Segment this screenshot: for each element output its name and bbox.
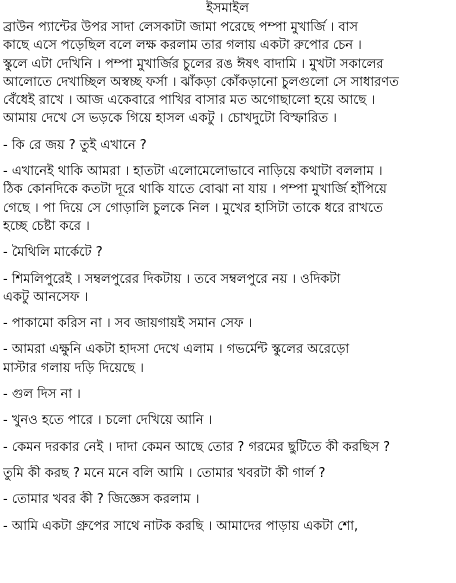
text-line: একটু আনসেফ । [3, 289, 89, 305]
text-line: ব্রাউন প্যান্টের উপর সাদা লেসকাটা জামা পরেছে পম্পা মুখার্জি । বাস [3, 20, 358, 35]
text-line: - মৈথিলি মার্কেটে ? [3, 245, 103, 261]
text-line: - আমরা এক্ষুনি একটা হাদসা দেখে এলাম । গভর্মেন্ট স্কুলের অরেড়ো [3, 342, 350, 358]
text-line: ঠিক কোনদিকে কতটা দূরে থাকি যাতে বোঝা না যায় । পম্পা মুখার্জি হাঁপিয়ে [3, 182, 387, 198]
text-line: গেছে । পা দিয়ে সে গোড়ালি চুলকে নিল । মুখের হাসিটা তাকে ধরে রাখতে [3, 200, 383, 216]
paragraph [3, 412, 452, 430]
text-line: মাস্টার গলায় দড়ি দিয়েছে । [3, 360, 144, 376]
paragraph [3, 465, 452, 483]
paragraph [3, 244, 452, 262]
text-line: বেঁধেই রাখে । আজ একেবারে পাখির বাসার মত অগোছালো হয়ে আছে । [3, 93, 376, 109]
text-line: - কি রে জয় ? তুই এখানে ? [3, 137, 147, 153]
text-line: কাছে এসে পড়েছিল বলে লক্ষ করলাম তার গলায় একটা রুপোর চেন । [3, 38, 362, 54]
paragraph-gap [3, 431, 452, 439]
text-line: - এখানেই থাকি আমরা । হাতটা এলোমেলোভাবে নাড়িয়ে কথাটা বললাম । [3, 164, 383, 180]
paragraph [3, 163, 452, 236]
paragraph-gap [3, 333, 452, 341]
text-line: - কেমন দরকার নেই । দাদা কেমন আছে তোর ? গরমের ছুটিতে কী করছিস ? [3, 439, 391, 455]
paragraph-gap [3, 510, 452, 518]
text-line: স্কুলে এটা দেখিনি । পম্পা মুখার্জির চুলের রঙ ঈষৎ বাদামি । মুখটা সকালের [3, 56, 384, 72]
paragraph-gap [3, 307, 452, 315]
paragraph [3, 19, 452, 129]
text-line: আলোতে দেখাচ্ছিল অস্বচ্ছ ফর্সা । ঝাঁকড়া কোঁকড়ানো চুলগুলো সে সাধারণত [3, 74, 399, 90]
paragraph [3, 271, 452, 308]
text-line: - খুনও হতে পারে । চলো দেখিয়ে আনি । [3, 413, 213, 429]
paragraph-gap [3, 378, 452, 386]
text-line: - আমি একটা গ্রুপের সাথে নাটক করছি । আমাদের পাড়ায় একটা শো, [3, 518, 359, 534]
paragraph-gap [3, 236, 452, 244]
paragraph [3, 137, 452, 155]
text-line: তুমি কী করছ ? মনে মনে বলি আমি । তোমার খবরটা কী গার্ল ? [3, 465, 326, 481]
document-title: ইসমাইল [206, 1, 249, 16]
paragraph-gap [3, 457, 452, 465]
text-line: - শিমলিপুরেই । সম্বলপুরের দিকটায় । তবে সম্বলপুরে নয় । ওদিকটা [3, 271, 341, 287]
paragraph [3, 518, 452, 536]
paragraph-gap [3, 155, 452, 163]
paragraph [3, 386, 452, 404]
paragraph-gap [3, 263, 452, 271]
text-line: আমায় দেখে সে ভড়কে গিয়ে হাসল একটু । চোখদুটো বিস্ফারিত । [3, 111, 337, 127]
text-line: - পাকামো করিস না । সব জায়গায়ই সমান সেফ । [3, 316, 253, 332]
paragraph [3, 315, 452, 333]
paragraph-gap [3, 129, 452, 137]
paragraph [3, 341, 452, 378]
paragraph [3, 491, 452, 509]
paragraph-gap [3, 483, 452, 491]
text-line: - তোমার খবর কী ? জিজ্ঞেস করলাম । [3, 492, 200, 508]
text-line: - গুল দিস না । [3, 387, 81, 403]
text-line: হচ্ছে চেষ্টা করে । [3, 218, 90, 234]
paragraph [3, 439, 452, 457]
paragraph-gap [3, 404, 452, 412]
